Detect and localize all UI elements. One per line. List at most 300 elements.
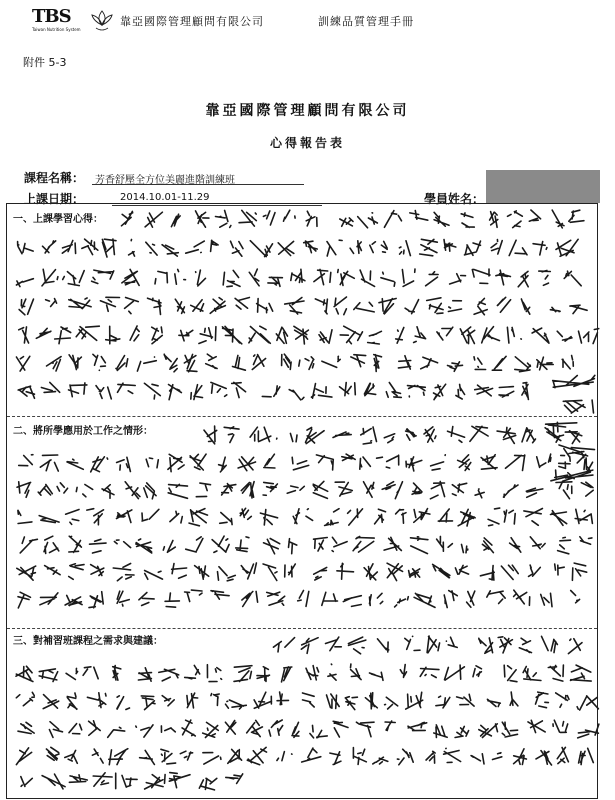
handwritten-glyph (502, 722, 517, 737)
handwritten-glyph (299, 357, 314, 370)
handwritten-glyph (69, 775, 87, 783)
handwritten-glyph (247, 720, 263, 736)
handwritten-glyph (113, 666, 121, 681)
handwritten-glyph (263, 564, 277, 581)
handwritten-glyph (285, 298, 304, 315)
handwritten-glyph (291, 269, 305, 282)
handwritten-glyph (40, 455, 58, 471)
handwritten-glyph (96, 386, 111, 399)
handwritten-glyph (327, 694, 340, 709)
handwritten-glyph (475, 385, 493, 396)
handwritten-glyph (285, 564, 296, 577)
handwritten-glyph (450, 274, 466, 284)
handwritten-glyph (234, 666, 252, 682)
handwritten-glyph (42, 774, 65, 789)
handwritten-glyph (482, 327, 500, 343)
handwritten-glyph (499, 387, 514, 398)
handwritten-glyph (552, 210, 564, 228)
handwritten-glyph (91, 457, 108, 472)
handwritten-glyph (145, 571, 163, 580)
handwritten-glyph (302, 748, 321, 762)
handwritten-glyph (539, 271, 551, 286)
handwritten-glyph (405, 636, 420, 650)
handwritten-glyph (507, 327, 521, 343)
handwritten-glyph (190, 454, 206, 470)
handwritten-glyph (196, 270, 206, 286)
handwritten-glyph (510, 692, 518, 706)
handwritten-glyph (335, 482, 352, 496)
handwritten-glyph (314, 538, 328, 552)
handwritten-glyph (117, 510, 132, 523)
handwritten-glyph (69, 536, 82, 552)
handwritten-glyph (333, 432, 351, 438)
handwritten-glyph (572, 563, 586, 580)
handwritten-glyph (493, 753, 502, 760)
handwritten-glyph (89, 721, 101, 736)
handwritten-glyph (175, 299, 184, 313)
handwritten-glyph (76, 326, 99, 340)
handwritten-glyph (541, 593, 552, 606)
handwritten-glyph (278, 241, 294, 255)
handwritten-glyph (114, 540, 130, 548)
handwritten-glyph (327, 240, 342, 256)
handwritten-glyph (109, 749, 128, 765)
handwritten-glyph (406, 429, 417, 440)
handwritten-glyph (206, 354, 217, 368)
handwritten-glyph (559, 455, 571, 468)
handwritten-glyph (575, 509, 592, 523)
handwritten-glyph (129, 240, 135, 257)
logo-text: TBS (32, 6, 71, 27)
section-label-learning: 一、上課學習心得： (13, 210, 107, 225)
course-date-label: 上課日期： (24, 192, 85, 206)
handwritten-glyph (406, 692, 423, 709)
handwritten-glyph (332, 537, 347, 551)
handwritten-glyph (471, 754, 484, 764)
handwritten-glyph (36, 328, 51, 338)
handwritten-glyph (306, 666, 319, 680)
handwritten-glyph (42, 269, 58, 286)
handwritten-glyph (175, 269, 186, 284)
handwritten-glyph (375, 509, 386, 524)
handwritten-glyph (262, 386, 280, 397)
handwritten-glyph (337, 563, 354, 579)
handwritten-glyph (414, 509, 430, 523)
margin-note-glyph (563, 400, 593, 413)
handwritten-glyph (130, 326, 139, 341)
handwritten-glyph (361, 427, 377, 444)
handwritten-glyph (370, 672, 384, 680)
handwritten-glyph (529, 210, 540, 221)
handwritten-glyph (364, 482, 374, 498)
handwritten-glyph (236, 537, 249, 552)
handwritten-glyph (223, 270, 240, 286)
handwritten-glyph (571, 591, 580, 603)
handwritten-glyph (292, 722, 299, 737)
handwritten-glyph (397, 749, 413, 765)
handwritten-glyph (146, 242, 157, 255)
handwritten-glyph (437, 536, 453, 551)
handwritten-glyph (322, 592, 338, 605)
handwritten-glyph (398, 356, 410, 369)
handwritten-glyph (310, 725, 327, 738)
handwritten-glyph (67, 459, 83, 469)
handwritten-glyph (254, 692, 271, 708)
handwritten-glyph (491, 240, 502, 255)
handwritten-glyph (365, 693, 377, 709)
handwritten-glyph (452, 483, 466, 495)
handwritten-glyph (87, 693, 106, 708)
handwritten-glyph (169, 773, 190, 788)
handwritten-glyph (455, 565, 468, 574)
handwritten-glyph (410, 211, 428, 221)
handwritten-glyph (282, 354, 292, 369)
handwritten-glyph (168, 454, 184, 471)
handwritten-glyph (551, 511, 567, 526)
handwritten-glyph (144, 483, 156, 499)
handwritten-glyph (277, 692, 288, 705)
handwritten-glyph (396, 509, 406, 523)
handwritten-glyph (136, 539, 152, 553)
handwritten-glyph (448, 301, 461, 312)
handwritten-glyph (191, 385, 203, 400)
handwritten-glyph (62, 241, 75, 254)
handwritten-glyph (532, 328, 549, 343)
handwritten-glyph (314, 269, 331, 284)
handwritten-glyph (434, 384, 446, 400)
handwritten-glyph (19, 455, 33, 466)
handwritten-glyph (537, 454, 551, 467)
handwritten-glyph (579, 748, 594, 764)
handwritten-glyph (122, 269, 139, 285)
handwritten-glyph (63, 271, 84, 286)
handwritten-glyph (368, 331, 382, 344)
handwritten-glyph (195, 566, 209, 580)
handwritten-glyph (438, 509, 452, 522)
handwritten-glyph (148, 298, 162, 314)
handwritten-glyph (514, 590, 530, 605)
handwritten-glyph (510, 538, 521, 553)
handwritten-glyph (164, 354, 177, 372)
handwritten-glyph (186, 241, 205, 253)
handwritten-glyph (396, 328, 404, 344)
handwritten-glyph (239, 210, 256, 226)
handwritten-glyph (340, 383, 356, 396)
handwritten-glyph (492, 356, 506, 370)
handwritten-glyph (400, 665, 406, 678)
handwritten-glyph (118, 383, 136, 393)
handwritten-glyph (203, 722, 219, 737)
handwritten-glyph (501, 565, 518, 579)
handwritten-glyph (353, 537, 374, 553)
handwritten-glyph (289, 539, 297, 554)
handwritten-glyph (20, 537, 37, 553)
handwritten-glyph (326, 637, 342, 651)
handwritten-glyph (268, 277, 283, 286)
handwritten-glyph (257, 299, 273, 313)
handwritten-glyph (457, 694, 475, 706)
handwritten-glyph (333, 721, 348, 737)
handwritten-glyph (40, 593, 58, 605)
report-title: 心得報告表 (269, 136, 345, 150)
handwritten-glyph (557, 747, 568, 763)
handwritten-glyph (263, 482, 277, 495)
handwritten-glyph (145, 212, 162, 227)
handwritten-glyph (222, 484, 236, 495)
handwritten-glyph (92, 749, 103, 763)
handwritten-glyph (238, 457, 255, 471)
handwritten-glyph (456, 384, 465, 399)
handwritten-glyph (427, 636, 440, 653)
handwritten-glyph (38, 485, 52, 496)
handwritten-glyph (222, 326, 241, 344)
handwritten-glyph (125, 482, 140, 499)
handwritten-glyph (65, 595, 82, 605)
handwritten-glyph (16, 356, 29, 371)
handwritten-glyph (421, 357, 438, 369)
handwritten-glyph (169, 385, 182, 400)
handwritten-glyph (224, 427, 239, 443)
handwritten-glyph (228, 749, 242, 763)
handwritten-glyph (465, 241, 481, 255)
handwritten-glyph (102, 239, 116, 257)
handwritten-glyph (155, 271, 167, 284)
attachment-number: 附件 5-3 (23, 56, 67, 69)
handwritten-glyph (211, 382, 227, 396)
handwritten-glyph (162, 696, 174, 706)
handwritten-glyph (289, 390, 304, 400)
handwritten-glyph (76, 485, 92, 497)
section-label-suggestions: 三、對補習班課程之需求與建議： (13, 632, 167, 647)
handwritten-glyph (159, 669, 179, 681)
handwritten-glyph (233, 355, 246, 370)
handwritten-glyph (117, 696, 130, 710)
handwritten-glyph (444, 591, 457, 608)
handwritten-glyph (203, 753, 221, 765)
handwritten-glyph (19, 327, 29, 343)
handwritten-glyph (529, 565, 541, 576)
handwritten-glyph (316, 455, 333, 470)
handwritten-glyph (564, 271, 581, 286)
handwritten-glyph (556, 693, 569, 707)
handwritten-glyph (473, 666, 482, 677)
handwritten-glyph (370, 593, 383, 605)
handwritten-glyph (304, 241, 318, 253)
handwritten-glyph (420, 239, 438, 256)
handwritten-glyph (480, 566, 494, 580)
handwritten-glyph (218, 567, 236, 581)
handwritten-glyph (340, 326, 362, 344)
handwritten-glyph (191, 300, 204, 312)
handwritten-glyph (210, 298, 225, 314)
handwritten-glyph (187, 693, 198, 708)
handwritten-glyph (382, 482, 402, 499)
handwritten-glyph (172, 564, 187, 579)
handwritten-glyph (373, 757, 388, 764)
handwritten-glyph (536, 692, 549, 708)
handwritten-glyph (16, 279, 33, 287)
handwritten-glyph (90, 539, 107, 553)
handwritten-glyph (113, 564, 134, 581)
handwritten-glyph (294, 326, 309, 344)
handwritten-glyph (93, 773, 116, 789)
handwritten-glyph (330, 752, 341, 765)
handwritten-glyph (211, 694, 219, 706)
handwritten-glyph (497, 427, 516, 443)
handwritten-glyph (436, 696, 450, 708)
handwritten-glyph (528, 720, 545, 732)
handwritten-glyph (498, 637, 512, 653)
handwritten-glyph (66, 668, 78, 679)
handwritten-glyph (102, 485, 114, 499)
handwritten-glyph (470, 426, 488, 441)
handwritten-glyph (242, 591, 258, 606)
handwritten-glyph (524, 509, 543, 526)
handwritten-glyph (555, 564, 565, 575)
handwritten-glyph (504, 485, 519, 497)
handwritten-glyph (433, 564, 450, 577)
handwritten-glyph (556, 239, 578, 256)
handwritten-glyph (67, 693, 77, 709)
handwritten-glyph (460, 327, 474, 344)
handwritten-glyph (490, 212, 498, 228)
handwritten-glyph (19, 299, 33, 315)
handwritten-glyph (69, 355, 81, 370)
course-name-value: 芳香舒壓全方位美麗進階訓練班 (95, 175, 235, 186)
handwritten-glyph (180, 751, 192, 760)
handwritten-glyph (387, 563, 403, 580)
handwritten-glyph (65, 750, 78, 763)
handwritten-glyph (287, 486, 304, 493)
handwritten-glyph (562, 356, 573, 369)
handwritten-glyph (83, 667, 98, 679)
handwritten-glyph (91, 565, 104, 576)
handwritten-glyph (106, 326, 120, 344)
handwritten-glyph (199, 327, 216, 344)
handwritten-glyph (487, 591, 505, 604)
handwritten-glyph (142, 509, 159, 521)
handwritten-glyph (351, 664, 362, 680)
handwritten-glyph (146, 458, 158, 468)
handwritten-glyph (17, 482, 31, 498)
handwritten-glyph (445, 665, 465, 680)
handwritten-glyph (314, 567, 327, 580)
handwritten-glyph (354, 302, 374, 312)
handwritten-glyph (303, 693, 315, 707)
handwritten-glyph (189, 509, 207, 526)
handwritten-glyph (430, 482, 444, 499)
handwritten-glyph (342, 454, 355, 460)
handwritten-glyph (264, 539, 280, 554)
handwritten-glyph (117, 591, 129, 606)
handwritten-glyph (580, 537, 592, 545)
handwritten-glyph (141, 696, 155, 710)
handwritten-glyph (402, 269, 415, 286)
handwritten-glyph (360, 270, 375, 286)
handwritten-glyph (18, 386, 34, 398)
handwritten-glyph (351, 355, 366, 367)
handwritten-glyph (57, 483, 68, 493)
handwritten-glyph (247, 747, 266, 764)
handwritten-glyph (571, 665, 592, 681)
handwritten-glyph (479, 638, 493, 653)
handwritten-glyph (556, 481, 572, 498)
handwritten-glyph (426, 272, 439, 286)
handwritten-glyph (356, 722, 374, 737)
handwritten-glyph (462, 544, 468, 552)
handwritten-glyph (497, 297, 510, 312)
course-date-value: 2014.10.01-11.29 (120, 192, 210, 203)
handwritten-glyph (257, 667, 270, 682)
handwritten-glyph (41, 382, 59, 392)
handwritten-glyph (444, 240, 456, 252)
handwritten-glyph (374, 355, 382, 372)
handwritten-glyph (530, 537, 545, 549)
handwritten-glyph (409, 569, 420, 577)
handwritten-glyph (211, 240, 219, 251)
handwritten-glyph (292, 457, 309, 470)
handwritten-glyph (434, 725, 447, 738)
handwritten-glyph (163, 541, 175, 553)
handwritten-glyph (414, 593, 435, 607)
handwritten-glyph (523, 667, 541, 681)
handwritten-glyph (558, 537, 571, 553)
handwritten-glyph (196, 483, 210, 497)
handwritten-glyph (140, 750, 155, 764)
handwritten-glyph (472, 269, 490, 284)
student-name-label: 學員姓名： (424, 192, 485, 206)
handwritten-glyph (569, 210, 584, 222)
handwritten-glyph (138, 668, 151, 681)
handwritten-glyph (481, 455, 497, 470)
handwritten-glyph (313, 481, 328, 498)
handwritten-glyph (514, 749, 527, 765)
handwritten-glyph (18, 592, 31, 608)
handwritten-glyph (168, 484, 187, 498)
handwritten-glyph (345, 697, 357, 710)
handwritten-glyph (161, 749, 176, 764)
handwritten-glyph (334, 297, 346, 315)
handwritten-glyph (45, 566, 61, 575)
handwritten-glyph (204, 426, 217, 444)
handwritten-glyph (162, 245, 178, 256)
handwritten-glyph (570, 305, 587, 313)
handwritten-glyph (161, 726, 175, 732)
handwritten-glyph (216, 210, 231, 227)
handwritten-glyph (284, 210, 296, 221)
handwritten-glyph (49, 722, 62, 738)
handwritten-glyph (444, 748, 461, 762)
handwritten-glyph (338, 270, 355, 286)
handwritten-glyph (509, 240, 527, 255)
handwritten-glyph (350, 241, 361, 254)
handwritten-glyph (519, 638, 531, 652)
handwritten-glyph (39, 516, 59, 523)
handwritten-glyph (69, 383, 87, 397)
handwritten-glyph (219, 457, 227, 472)
handwritten-glyph (240, 508, 251, 519)
handwritten-glyph (353, 748, 366, 765)
handwritten-glyph (182, 720, 195, 736)
handwritten-glyph (16, 748, 31, 765)
handwritten-glyph (487, 699, 500, 706)
handwritten-glyph (117, 457, 131, 471)
handwritten-glyph (276, 327, 287, 343)
handwritten-glyph (211, 591, 229, 600)
handwritten-glyph (199, 778, 217, 790)
handwritten-glyph (322, 356, 340, 367)
handwritten-glyph (185, 590, 202, 601)
